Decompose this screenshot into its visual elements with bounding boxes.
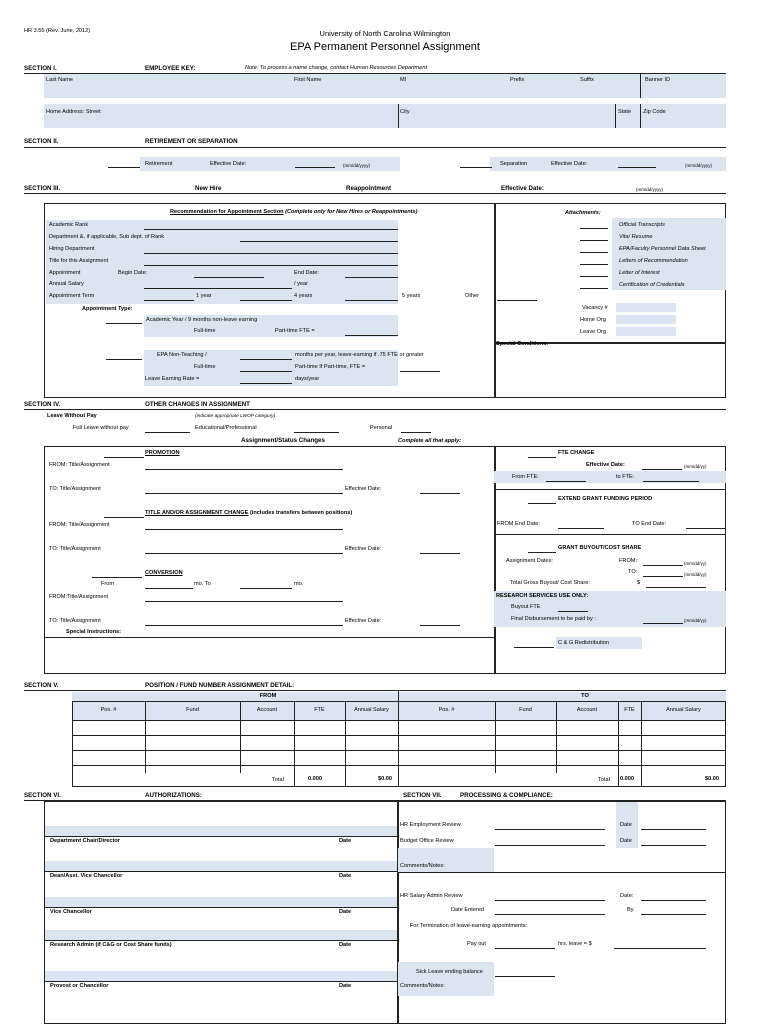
- to-end-date-label: TO End Date:: [632, 521, 667, 527]
- attachment-checkbox[interactable]: [580, 264, 608, 265]
- hiring-dept-label: Hiring Department: [49, 246, 95, 252]
- from-salary-total: $0.00: [378, 776, 392, 782]
- retirement-date-label: Effective Date:: [210, 161, 247, 167]
- by-label: By.: [627, 907, 635, 913]
- signature-area[interactable]: [45, 930, 397, 940]
- attachment-checkbox[interactable]: [580, 252, 608, 253]
- total-gross-label: Total Gross Buyout/ Cost Share:: [510, 580, 590, 586]
- final-disbursement-label: Final Disbursement to be paid by :: [511, 616, 596, 622]
- total-gross-input[interactable]: [646, 587, 706, 588]
- pay-out-label: Pay out: [467, 941, 486, 947]
- annual-salary-input[interactable]: [144, 288, 292, 289]
- fund-column-header: FTE: [314, 707, 325, 713]
- promotion-label: PROMOTION: [145, 450, 180, 456]
- title-effective-label: Effective Date:: [345, 546, 382, 552]
- academic-year-checkbox[interactable]: [106, 323, 142, 324]
- signature-area[interactable]: [45, 897, 397, 907]
- academic-year-label: Academic Year / 9 months non-leave earning: [146, 317, 258, 323]
- buyout-to-input[interactable]: [643, 576, 683, 577]
- retirement-label: Retirement: [145, 161, 173, 167]
- address-row: [44, 104, 726, 128]
- date-entered-label: Date Entered: [451, 907, 484, 913]
- last-name-input[interactable]: [46, 86, 290, 98]
- comments-label-2: Comments/Notes:: [400, 983, 445, 989]
- per-year-label: / year: [294, 281, 308, 287]
- buyout-from-hint: (mm/dd/yy): [684, 561, 707, 566]
- months-per-year-label: months per year, leave-earning if .75 FTE or greater: [295, 352, 424, 358]
- section1-heading: EMPLOYEE KEY:: [145, 65, 196, 72]
- end-date-label: End Date:: [294, 270, 319, 276]
- conversion-from-title-label: FROM:Title/Assignment: [49, 594, 109, 600]
- hr-salary-label: HR Salary Admin Review: [400, 893, 463, 899]
- part-time-fte-label: Part-time FTE =: [275, 328, 315, 334]
- signature-line: [44, 871, 398, 872]
- promotion-to-label: TO: Title/Assignment: [49, 486, 101, 492]
- title-change-note: (includes transfers between positions): [249, 510, 353, 516]
- term-5yr-label: 5 years: [402, 293, 421, 299]
- full-leave-label: Full Leave without pay: [73, 425, 129, 431]
- cg-redistribution-label: C & G Redistribution: [558, 640, 609, 646]
- begin-date-label: Begin Date:: [118, 270, 148, 276]
- attachment-item: Letter of Interest: [619, 270, 660, 276]
- university-name: University of North Carolina Wilmington: [319, 29, 451, 38]
- research-services-label: RESEARCH SERVICES USE ONLY:: [496, 593, 589, 599]
- fund-table: [72, 701, 726, 787]
- retirement-date-input[interactable]: [295, 167, 335, 168]
- conversion-to-title-input[interactable]: [145, 625, 343, 626]
- assignment-changes-label: Assignment/Status Changes: [241, 437, 325, 444]
- first-name-input[interactable]: [294, 86, 398, 98]
- signer-label: Vice Chancellor: [50, 909, 92, 915]
- term-4yr-label: 4 years: [294, 293, 313, 299]
- department-input[interactable]: [240, 241, 398, 242]
- dollar-sign: $: [637, 580, 641, 586]
- fund-column-header: Annual Salary: [666, 707, 701, 713]
- months-input[interactable]: [240, 359, 292, 360]
- from-fte-total: 0.000: [308, 776, 322, 782]
- hr-salary-date-input[interactable]: [641, 900, 706, 901]
- conversion-effective-label: Effective Date:: [345, 618, 382, 624]
- full-leave-checkbox[interactable]: [145, 432, 190, 433]
- from-fte-label: From FTE:: [512, 474, 539, 480]
- promotion-checkbox[interactable]: [104, 457, 144, 458]
- signature-line: [44, 907, 398, 908]
- home-org-input[interactable]: [616, 315, 676, 324]
- special-conditions-box: [494, 343, 726, 398]
- signer-label: Provost or Chancellor: [50, 983, 109, 989]
- extend-grant-checkbox[interactable]: [528, 503, 556, 504]
- date-hint: (mm/dd/yyyy): [343, 163, 370, 168]
- signer-date-label: Date: [339, 838, 352, 844]
- lwop-label: Leave Without Pay: [47, 413, 97, 419]
- buyout-fte-label: Buyout FTE: [511, 604, 541, 610]
- form-title: EPA Permanent Personnel Assignment: [290, 41, 480, 53]
- zip-label: Zip Code: [643, 109, 666, 115]
- hr-employment-label: HR Employment Review: [400, 822, 461, 828]
- buyout-from-label: FROM:: [619, 558, 638, 564]
- signer-date-label: Date: [339, 983, 352, 989]
- title-effective-input[interactable]: [420, 553, 460, 554]
- final-disbursement-input[interactable]: [643, 623, 683, 624]
- signer-date-label: Date: [339, 909, 352, 915]
- educational-checkbox[interactable]: [294, 432, 339, 433]
- cg-redistribution-checkbox[interactable]: [514, 647, 554, 648]
- educational-label: Educational/Professional: [195, 425, 257, 431]
- attachment-item: EPA/Faculty Personnel Data Sheet: [619, 246, 706, 252]
- attachment-checkbox[interactable]: [580, 288, 608, 289]
- section7-label: SECTION VII.: [403, 792, 442, 799]
- personal-label: Personal: [370, 425, 393, 431]
- from-end-date-label: FROM End Date:: [497, 521, 540, 527]
- hr-employment-input[interactable]: [495, 829, 605, 830]
- date-hint-2: (mm/dd/yyyy): [685, 163, 712, 168]
- recommendation-note: (Complete only for New Hires or Reappointments): [285, 209, 418, 215]
- signer-label: Dean/Asst. Vice Chancellor: [50, 873, 123, 879]
- separation-label: Separation: [500, 161, 528, 167]
- conversion-label: CONVERSION: [145, 570, 183, 576]
- title-to-input[interactable]: [145, 553, 343, 554]
- lwop-note: (indicate appropriate LWOP category): [195, 414, 276, 419]
- recommendation-heading: Recommendation for Appointment Section: [170, 209, 284, 215]
- hiring-dept-input[interactable]: [144, 253, 398, 254]
- special-conditions-label: Special Conditions:: [496, 341, 549, 347]
- extend-grant-label: EXTEND GRANT FUNDING PERIOD: [558, 496, 653, 502]
- promotion-from-input[interactable]: [145, 469, 343, 470]
- title-to-label: TO: Title/Assignment: [49, 546, 101, 552]
- academic-rank-input[interactable]: [144, 229, 398, 230]
- conversion-effective-input[interactable]: [420, 625, 460, 626]
- state-label: State: [618, 109, 632, 115]
- section4-label: SECTION IV.: [24, 401, 61, 408]
- to-end-date-input[interactable]: [686, 528, 726, 529]
- home-org-label: Home Org: [580, 317, 606, 323]
- hr-employment-date-input[interactable]: [641, 829, 706, 830]
- attachment-item: Official Transcripts: [619, 222, 665, 228]
- separation-date-label: Effective Date:: [551, 161, 588, 167]
- buyout-to-label: TO:: [628, 569, 638, 575]
- to-fte-total: 0.000: [620, 776, 634, 782]
- conversion-checkbox[interactable]: [92, 577, 142, 578]
- new-hire-label: New Hire: [195, 185, 222, 192]
- banner-id-label: Banner ID: [645, 77, 671, 83]
- to-total-label: Total: [598, 777, 610, 783]
- hr-employment-date-label: Date: [620, 822, 632, 828]
- budget-office-input[interactable]: [495, 845, 605, 846]
- budget-office-date-input[interactable]: [641, 845, 706, 846]
- from-heading: FROM: [259, 693, 277, 699]
- budget-office-label: Budget Office Review: [400, 838, 454, 844]
- signature-area[interactable]: [45, 971, 397, 981]
- hr-salary-input[interactable]: [495, 900, 605, 901]
- to-fte-input[interactable]: [643, 481, 699, 482]
- term-other-input[interactable]: [497, 300, 537, 301]
- section3-label: SECTION III.: [24, 185, 61, 192]
- signature-area[interactable]: [45, 861, 397, 871]
- term-other-label: Other: [465, 293, 479, 299]
- appointment-term-label: Appointment Term: [49, 293, 95, 299]
- begin-date-input[interactable]: [194, 277, 264, 278]
- vacancy-label: Vacancy #: [582, 305, 608, 311]
- fte-change-checkbox[interactable]: [528, 457, 556, 458]
- signature-area[interactable]: [45, 826, 397, 836]
- appointment-label: Appointment: [49, 270, 81, 276]
- form-id: HR 3.55 (Rev. June, 2012): [24, 28, 91, 34]
- attachment-item: Certification of Credentials: [619, 282, 685, 288]
- mi-label: MI: [400, 77, 407, 83]
- fund-column-header: Fund: [186, 707, 199, 713]
- fund-column-header: Pos. #: [100, 707, 117, 713]
- annual-salary-label: Annual Salary: [49, 281, 84, 287]
- title-input[interactable]: [144, 265, 398, 266]
- buyout-fte-input[interactable]: [558, 611, 588, 612]
- to-heading: TO: [581, 693, 589, 699]
- section2-label: SECTION II.: [24, 138, 59, 145]
- end-date-input[interactable]: [345, 277, 398, 278]
- promotion-from-label: FROM: Title/Assignment: [49, 462, 110, 468]
- fund-column-header: Pos. #: [438, 707, 455, 713]
- conversion-to-input[interactable]: [240, 588, 292, 589]
- promotion-effective-input[interactable]: [420, 493, 460, 494]
- appointment-type-label: Appointment Type:: [82, 306, 133, 312]
- complete-all-label: Complete all that apply:: [398, 438, 462, 444]
- suffix-label: Suffix: [580, 77, 594, 83]
- attachment-item: Letters of Recommendation: [619, 258, 688, 264]
- assignment-dates-label: Assignment Dates:: [506, 558, 553, 564]
- last-name-label: Last Name: [46, 77, 74, 83]
- epa-non-teaching-checkbox[interactable]: [106, 359, 142, 360]
- to-fte-label: to FTE:: [616, 474, 635, 480]
- assignment-left-box: [44, 446, 496, 674]
- vacancy-input[interactable]: [616, 303, 676, 312]
- fte-effective-input[interactable]: [642, 469, 682, 470]
- comments-label: Comments/Notes:: [400, 863, 445, 869]
- date-entered-input[interactable]: [495, 914, 605, 915]
- from-fte-input[interactable]: [546, 481, 586, 482]
- signer-date-label: Date: [339, 942, 352, 948]
- conversion-mo-to-label: mo. To: [194, 581, 211, 587]
- final-disbursement-hint: (mm/dd/yy): [684, 618, 707, 623]
- signature-line: [44, 940, 398, 941]
- title-label: Title for this Assignment: [49, 258, 109, 264]
- hr-salary-date-label: Date:: [620, 893, 634, 899]
- leave-org-label: Leave Org: [580, 329, 607, 335]
- title-change-checkbox[interactable]: [104, 517, 144, 518]
- separation-checkbox[interactable]: [460, 167, 492, 168]
- conversion-mo-label: mo.: [294, 581, 304, 587]
- grant-buyout-label: GRANT BUYOUT/COST SHARE: [558, 545, 642, 551]
- separation-date-input[interactable]: [618, 167, 656, 168]
- leave-rate-label: Leave Earning Rate =: [145, 376, 200, 382]
- department-label: Department &, if applicable, Sub dept. of Rank: [49, 234, 165, 240]
- leave-org-input[interactable]: [616, 327, 676, 336]
- from-end-date-input[interactable]: [558, 528, 604, 529]
- term-1yr-label: 1 year: [196, 293, 212, 299]
- attachments-label: Attachments:: [565, 210, 601, 216]
- epa-non-teaching-label: EPA Non-Teaching /: [157, 352, 207, 358]
- banner-id-input[interactable]: [645, 86, 727, 98]
- leave-amount-input[interactable]: [614, 948, 706, 949]
- attachment-checkbox[interactable]: [580, 276, 608, 277]
- name-change-note: Note: To process a name change, contact Human Resources Department: [245, 65, 427, 71]
- signer-label: Department Chair/Director: [50, 838, 120, 844]
- termination-label: For Termination of leave-earning appointments:: [410, 923, 528, 929]
- promotion-to-input[interactable]: [145, 493, 343, 494]
- personal-checkbox[interactable]: [401, 432, 431, 433]
- section3-date-hint: (mm/dd/yyyy): [636, 187, 663, 192]
- term-1yr-checkbox[interactable]: [144, 300, 194, 301]
- section1-label: SECTION I.: [24, 65, 57, 72]
- full-time-checkbox-2[interactable]: [240, 371, 292, 372]
- retirement-checkbox[interactable]: [108, 167, 140, 168]
- sick-leave-label: Sick Leave ending balance: [416, 969, 483, 975]
- title-from-label: FROM: Title/Assignment: [49, 522, 110, 528]
- full-time-label: Full-time: [194, 328, 216, 334]
- section2-heading: RETIREMENT OR SEPARATION: [145, 138, 238, 145]
- conversion-to-title-label: TO: Title/Assignment: [49, 618, 101, 624]
- city-label: City: [400, 109, 410, 115]
- home-address-label: Home Address: Street: [46, 109, 101, 115]
- prefix-label: Prefix: [510, 77, 525, 83]
- section5-label: SECTION V.: [24, 682, 59, 689]
- part-time-if-label: Part-time If Part-time, FTE =: [295, 364, 366, 370]
- conversion-from-title-input[interactable]: [145, 601, 343, 602]
- fund-column-header: Annual Salary: [354, 707, 389, 713]
- section7-heading: PROCESSING & COMPLIANCE:: [460, 792, 553, 799]
- buyout-from-input[interactable]: [643, 565, 683, 566]
- days-year-label: days/year: [295, 376, 320, 382]
- fte-effective-label: Effective Date:: [586, 462, 625, 468]
- term-5yr-checkbox[interactable]: [345, 300, 398, 301]
- signature-line: [44, 981, 398, 982]
- attachment-item: Vita/ Resume: [619, 234, 653, 240]
- to-salary-total: $0.00: [705, 776, 719, 782]
- part-time-fte-input[interactable]: [345, 335, 398, 336]
- fte-date-hint: (mm/dd/yy): [684, 464, 707, 469]
- part-time-fte-input-2[interactable]: [400, 371, 440, 372]
- buyout-to-hint: (mm/dd/yy): [684, 572, 707, 577]
- section4-heading: OTHER CHANGES IN ASSIGNMENT: [145, 401, 250, 408]
- section6-label: SECTION VI.: [24, 792, 61, 799]
- attachment-checkbox[interactable]: [580, 240, 608, 241]
- reappointment-label: Reappointment: [346, 185, 392, 192]
- signer-label: Research Admin (if C&G or Cost Share funds): [50, 942, 172, 948]
- section6-heading: AUTHORIZATIONS:: [145, 792, 202, 799]
- fte-change-label: FTE CHANGE: [558, 450, 595, 456]
- signature-line: [44, 836, 398, 837]
- title-change-label: TITLE AND/OR ASSIGNMENT CHANGE: [145, 510, 249, 516]
- academic-rank-label: Academic Rank: [49, 222, 89, 228]
- term-4yr-checkbox[interactable]: [240, 300, 292, 301]
- conversion-from-label: From: [101, 581, 115, 587]
- attachment-checkbox[interactable]: [580, 228, 608, 229]
- special-instructions-label: Special Instructions:: [66, 629, 122, 635]
- conversion-from-input[interactable]: [145, 588, 193, 589]
- section5-heading: POSITION / FUND NUMBER ASSIGNMENT DETAIL:: [145, 682, 295, 689]
- from-total-label: Total: [272, 777, 284, 783]
- by-input[interactable]: [641, 914, 706, 915]
- pay-out-input[interactable]: [495, 948, 555, 949]
- grant-buyout-checkbox[interactable]: [528, 552, 556, 553]
- title-from-input[interactable]: [145, 529, 343, 530]
- first-name-label: First Name: [294, 77, 322, 83]
- fund-column-header: Fund: [519, 707, 532, 713]
- fund-column-header: Account: [256, 707, 278, 713]
- fund-column-header: FTE: [624, 707, 635, 713]
- hrs-leave-label: hrs. leave = $: [558, 941, 592, 947]
- signer-date-label: Date: [339, 873, 352, 879]
- section3-effective-label: Effective Date:: [501, 185, 544, 192]
- fund-column-header: Account: [576, 707, 598, 713]
- sick-leave-input[interactable]: [495, 976, 555, 977]
- full-time-label-2: Full-time: [194, 364, 216, 370]
- budget-office-date-label: Date: [620, 838, 632, 844]
- leave-rate-input[interactable]: [240, 383, 292, 384]
- promotion-effective-label: Effective Date:: [345, 486, 382, 492]
